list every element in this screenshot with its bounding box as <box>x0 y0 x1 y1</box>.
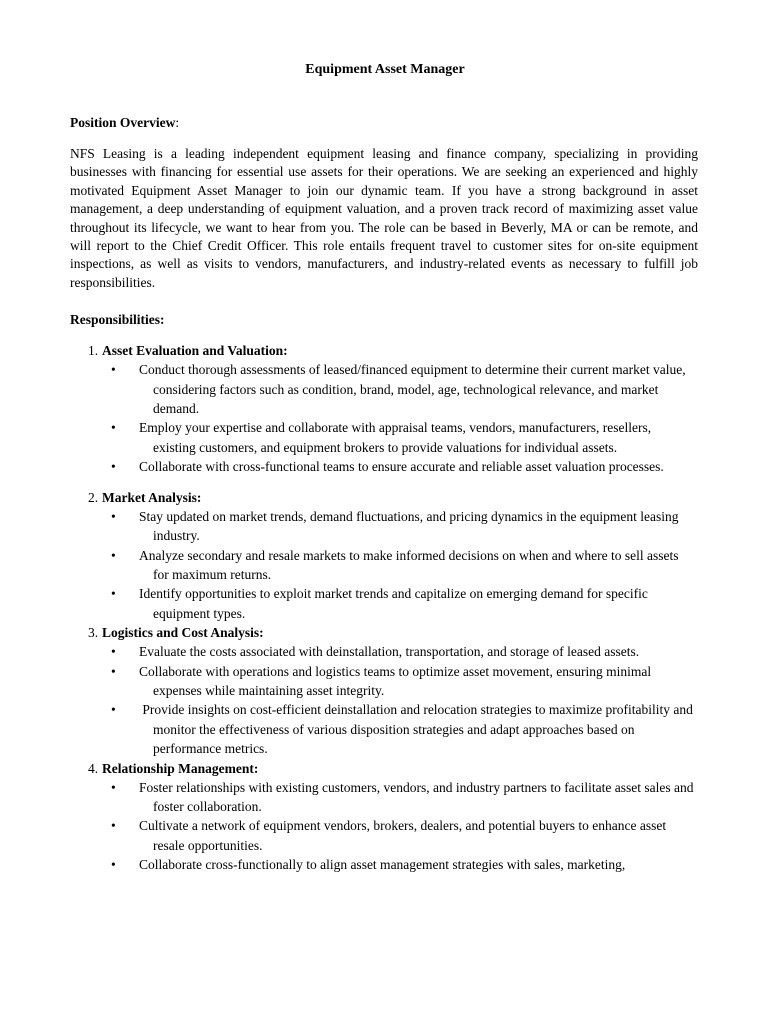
responsibility-section-number: 4. <box>88 760 99 776</box>
bullet-item: • Evaluate the costs associated with deinstallation, transportation, and storage of leased assets. <box>111 644 640 660</box>
bullet-text: Evaluate the costs associated with deinstallation, transportation, and storage of leased assets. <box>139 644 640 660</box>
bullet-item: • Collaborate with cross-functional teams to ensure accurate and reliable asset valuation processes. <box>111 459 664 475</box>
bullet-text: Collaborate with cross-functional teams to ensure accurate and reliable asset valuation processes. <box>139 459 664 475</box>
bullet-item: • Foster relationships with existing customers, vendors, and industry partners to facilitate asset sales and foster collaboration. <box>111 779 694 814</box>
position-overview-colon: : <box>175 115 180 130</box>
bullet-item: • Analyze secondary and resale markets to make informed decisions on when and where to sell assets for maximum returns. <box>111 547 679 582</box>
bullet-list <box>70 778 698 875</box>
responsibility-section-title: Market Analysis: <box>102 489 202 505</box>
responsibility-section-header <box>70 341 698 360</box>
document-title: Equipment Asset Manager <box>305 62 465 77</box>
responsibility-section-title: Relationship Management: <box>102 760 259 776</box>
bullet-list <box>70 360 698 476</box>
bullet-item: • Provide insights on cost-efficient deinstallation and relocation strategies to maximize profitability and monitor the effectiveness of various disposition strategies and adapt approaches based on performance metrics. <box>111 702 693 757</box>
responsibility-section-number: 3. <box>88 625 99 641</box>
bullet-item: • Identify opportunities to exploit market trends and capitalize on emerging demand for specific equipment types. <box>111 586 648 621</box>
responsibility-section-number: 1. <box>88 343 99 359</box>
responsibility-section <box>70 341 698 476</box>
responsibility-section <box>70 488 698 623</box>
responsibility-section-header <box>70 759 698 778</box>
responsibility-section-title: Asset Evaluation and Valuation: <box>102 343 288 359</box>
responsibility-section <box>70 623 698 758</box>
bullet-text: Conduct thorough assessments of leased/financed equipment to determine their current market value, considering factors such as condition, brand, model, age, technological relevance, and market demand. <box>139 362 686 417</box>
bullet-list <box>70 642 698 758</box>
bullet-item: • Stay updated on market trends, demand fluctuations, and pricing dynamics in the equipment leasing industry. <box>111 508 679 544</box>
position-overview-label: Position Overview <box>70 115 176 130</box>
position-overview-heading <box>70 113 698 132</box>
bullet-text: Cultivate a network of equipment vendors, brokers, dealers, and potential buyers to enhance asset resale opportunities. <box>139 818 667 853</box>
bullet-item: • Collaborate with operations and logistics teams to optimize asset movement, ensuring minimal expenses while maintaining asset integrity. <box>111 663 652 698</box>
bullet-text: Foster relationships with existing customers, vendors, and industry partners to facilitate asset sales and foster collaboration. <box>139 779 694 814</box>
bullet-text: Collaborate cross-functionally to align asset management strategies with sales, marketing, <box>139 857 626 873</box>
bullet-text: Stay updated on market trends, demand fluctuations, and pricing dynamics in the equipment leasing industry. <box>139 508 679 544</box>
bullet-item: • Collaborate cross-functionally to align asset management strategies with sales, marketing, <box>111 857 626 873</box>
bullet-text: Collaborate with operations and logistics teams to optimize asset movement, ensuring minimal expenses while maintaining asset integrity. <box>139 663 652 698</box>
position-overview-paragraph: NFS Leasing is a leading independent equipment leasing and finance company, specializing in providing businesses with financing for essential use assets for their operations. We are seeking an experienced and highly motivated Equipment Asset Manager to join our dynamic team. If you have a strong background in asset management, a deep understanding of equipment valuation, and a proven track record of maximizing asset value throughout its lifecycle, we want to hear from you. The role can be based in Beverly, MA or can be remote, and will report to the Chief Credit Officer. This role entails frequent travel to customer sites for on-site equipment inspections, as well as visits to vendors, manufacturers, and industry-related events as necessary to fulfill job responsibilities. <box>70 146 698 290</box>
responsibility-section-header <box>70 488 698 507</box>
responsibility-section-title: Logistics and Cost Analysis: <box>102 625 264 641</box>
bullet-item: • Conduct thorough assessments of leased/financed equipment to determine their current market value, considering factors such as condition, brand, model, age, technological relevance, and market demand. <box>111 362 686 417</box>
bullet-list <box>70 507 698 623</box>
responsibility-section-header <box>70 623 698 642</box>
responsibility-section-number: 2. <box>88 489 99 505</box>
responsibilities-heading: Responsibilities: <box>70 312 165 328</box>
bullet-item: • Employ your expertise and collaborate with appraisal teams, vendors, manufacturers, resellers, existing customers, and equipment brokers to provide valuations for individual assets. <box>111 420 652 455</box>
bullet-text: Analyze secondary and resale markets to make informed decisions on when and where to sell assets for maximum returns. <box>139 547 679 582</box>
bullet-item: • Cultivate a network of equipment vendors, brokers, dealers, and potential buyers to enhance asset resale opportunities. <box>111 818 667 853</box>
bullet-text: Provide insights on cost-efficient deinstallation and relocation strategies to maximize profitability and monitor the effectiveness of various disposition strategies and adapt approaches based on performance metrics. <box>139 702 693 757</box>
responsibility-section <box>70 759 698 875</box>
responsibilities-list <box>70 341 698 874</box>
bullet-text: Identify opportunities to exploit market trends and capitalize on emerging demand for specific equipment types. <box>139 586 648 621</box>
bullet-text: Employ your expertise and collaborate with appraisal teams, vendors, manufacturers, resellers, existing customers, and equipment brokers to provide valuations for individual assets. <box>139 420 652 455</box>
